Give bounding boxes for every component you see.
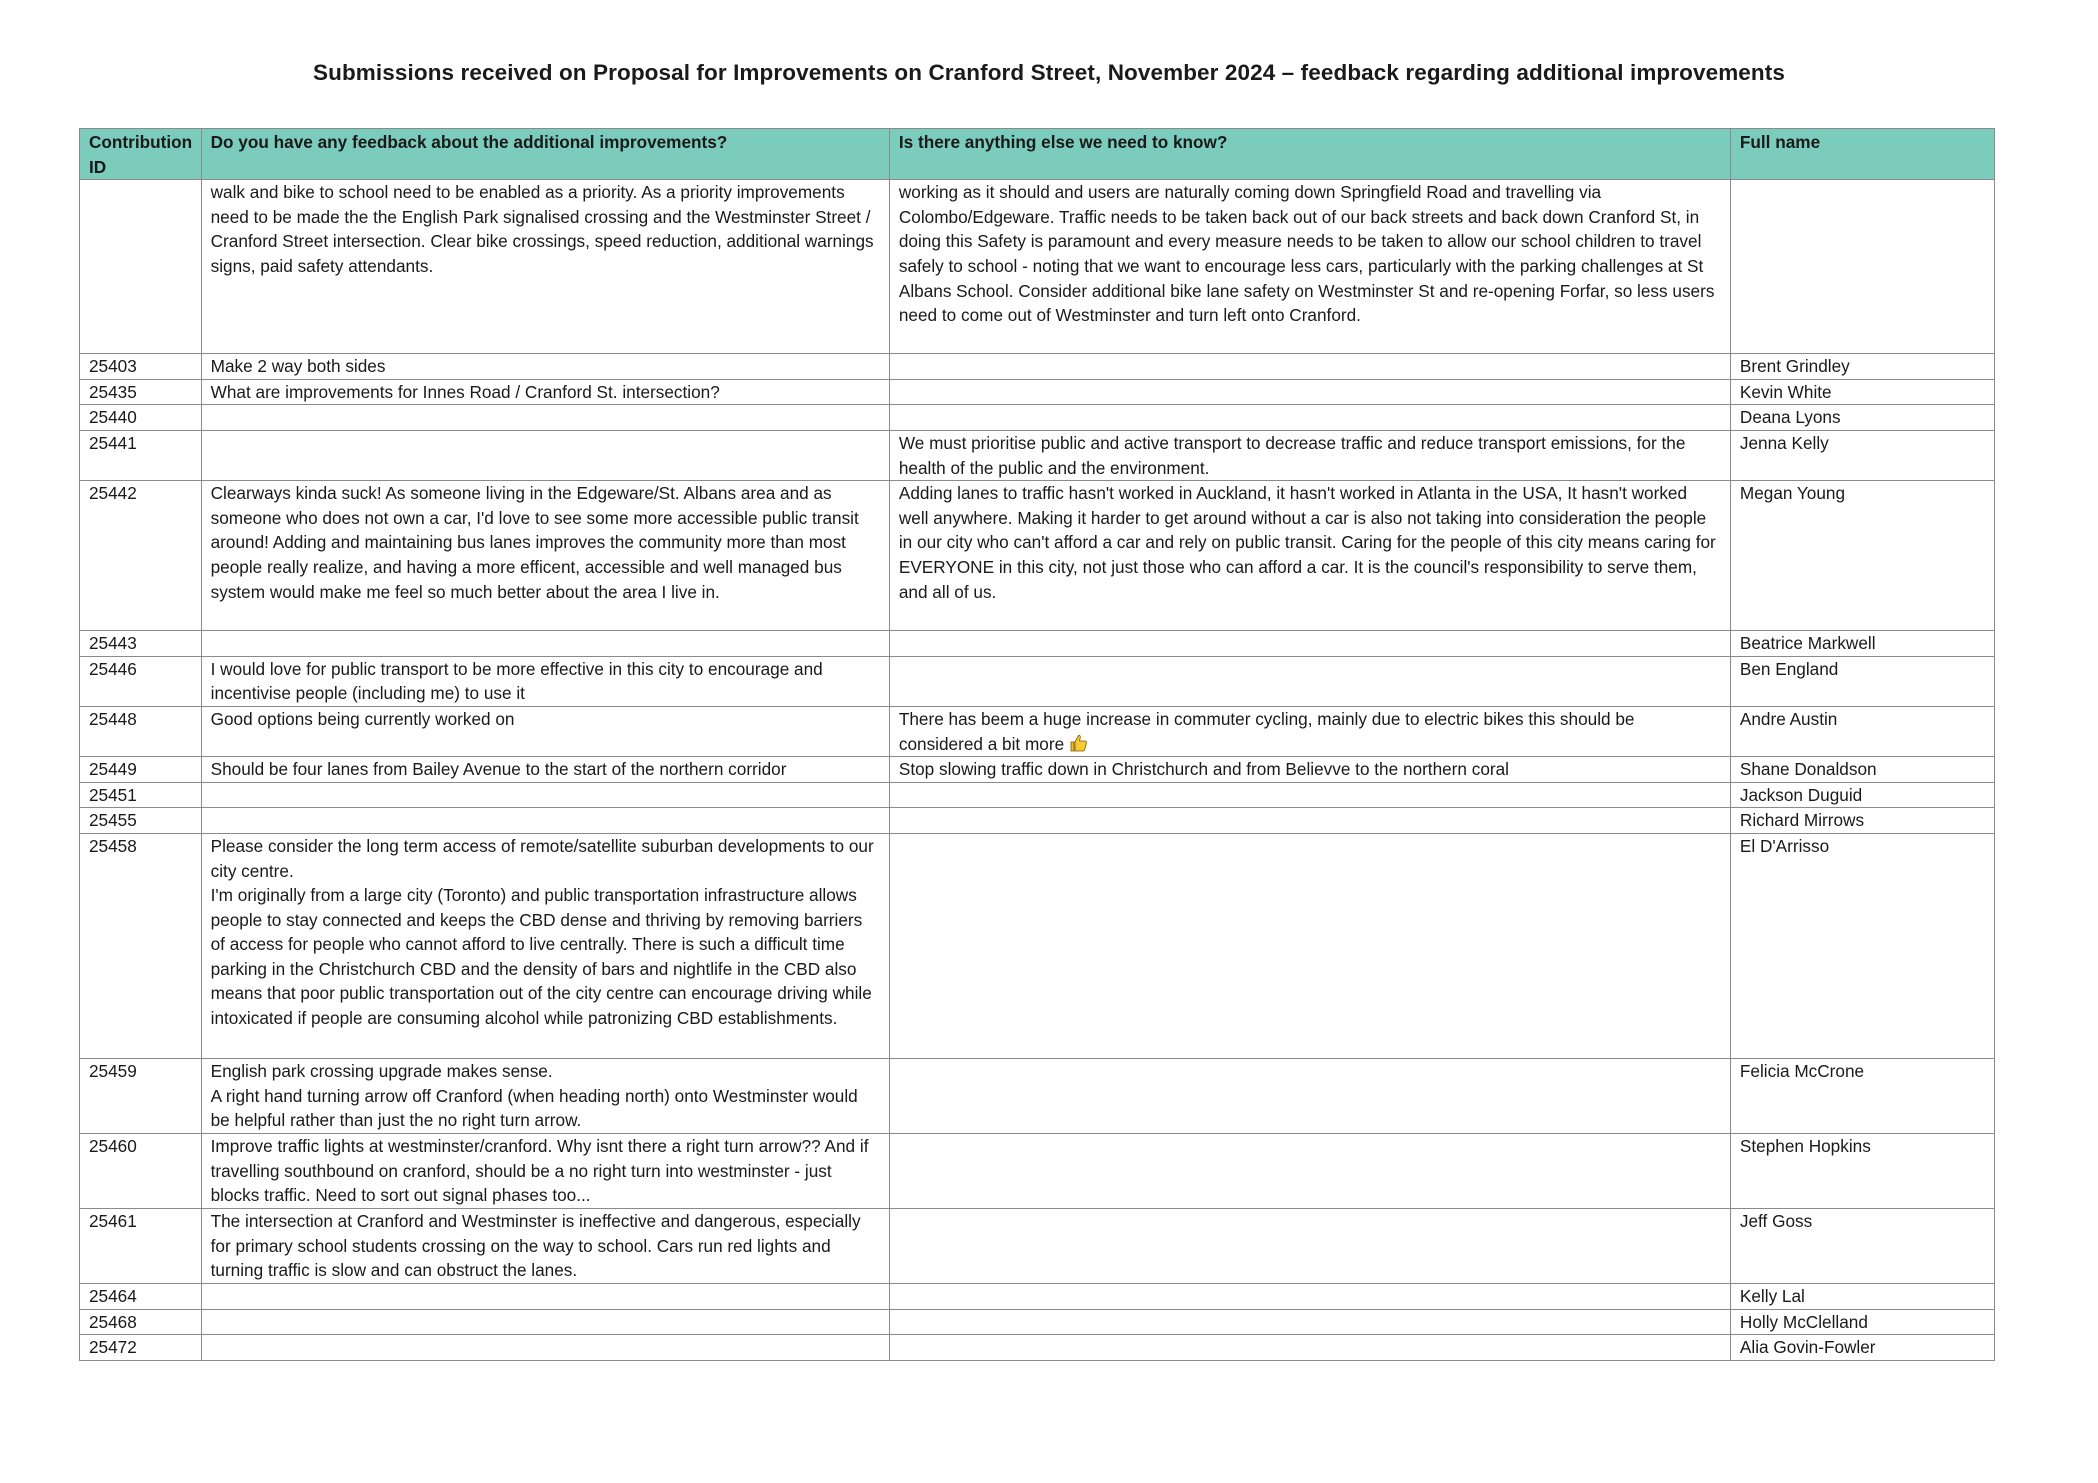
anything-else-cell [889,808,1730,834]
full-name-cell [1730,1309,1994,1335]
contribution-id: 25440 [89,407,137,428]
feedback-cell [201,1208,889,1283]
table-row [80,782,1995,808]
table-row [80,808,1995,834]
contribution-id-cell [80,430,202,480]
table-row [80,1283,1995,1309]
full-name: El D'Arrisso [1739,835,1830,856]
anything-else-cell [889,757,1730,783]
contribution-id-cell [80,706,202,756]
contribution-id-cell [80,1309,202,1335]
anything-else-cell [889,833,1730,1058]
anything-else-text: We must prioritise public and active transport to decrease traffic and reduce transport emissions, for the health of the public and the environment. [898,432,1686,478]
feedback-text: Should be four lanes from Bailey Avenue to the start of the northern corridor [210,759,787,780]
table-row [80,354,1995,380]
feedback-cell [201,631,889,657]
full-name: Deana Lyons [1739,407,1841,428]
anything-else-cell [889,1208,1730,1283]
full-name-cell [1730,631,1994,657]
full-name: Kevin White [1739,381,1832,402]
document-title: Submissions received on Proposal for Improvements on Cranford Street, November 2024 – feedback regarding additional improvements [313,60,1785,85]
contribution-id: 25472 [89,1337,137,1358]
contribution-id: 25403 [89,356,137,377]
full-name-cell [1730,1133,1994,1208]
contribution-id: 25455 [89,810,137,831]
anything-else-cell [889,379,1730,405]
contribution-id-cell [80,656,202,706]
contribution-id-cell [80,1133,202,1208]
contribution-id-cell [80,757,202,783]
anything-else-cell [889,1309,1730,1335]
full-name-cell [1730,481,1994,631]
table-row [80,1335,1995,1361]
anything-else-text: There has beem a huge increase in commuter cycling, mainly due to electric bikes this should be considered a bit more [898,708,1635,754]
full-name: Alia Govin-Fowler [1739,1337,1876,1358]
feedback-text: Clearways kinda suck! As someone living in the Edgeware/St. Albans area and as someone who does not own a car, I'd love to see some more accessible public transit around! Adding and maintaining bus lanes improves the community more than most people really realize, and having a more efficent, accessible and well managed bus system would make me feel so much better about the area I live in. [210,483,859,602]
full-name: Jeff Goss [1739,1210,1813,1231]
anything-else-cell [889,354,1730,380]
header-feedback: Do you have any feedback about the additional improvements? [201,129,889,180]
feedback-cell [201,354,889,380]
feedback-text: Please consider the long term access of remote/satellite suburban developments to our city centre. I'm originally from a large city (Toronto) and public transportation infrastructure allows people to stay connected and keeps the CBD dense and thriving by removing barriers of access for people who cannot afford to live centrally. There is such a difficult time parking in the Christchurch CBD and the density of bars and nightlife in the CBD also means that poor public transportation out of the city centre can encourage driving while intoxicated if people are consuming alcohol while patronizing CBD establishments. [210,835,874,1029]
feedback-cell [201,1309,889,1335]
table-row [80,405,1995,431]
full-name: Jenna Kelly [1739,432,1829,453]
full-name: Kelly Lal [1739,1285,1805,1306]
feedback-cell [201,782,889,808]
full-name: Jackson Duguid [1739,784,1863,805]
contribution-id: 25468 [89,1311,137,1332]
full-name: Brent Grindley [1739,356,1850,377]
full-name-cell [1730,1208,1994,1283]
contribution-id-cell [80,833,202,1058]
table-row [80,656,1995,706]
table-row [80,1133,1995,1208]
full-name-cell [1730,833,1994,1058]
table-row [80,1309,1995,1335]
anything-else-cell [889,1335,1730,1361]
feedback-text: I would love for public transport to be more effective in this city to encourage and incentivise people (including me) to use it [210,658,823,704]
table-row [80,706,1995,756]
full-name-cell [1730,1058,1994,1133]
anything-else-cell [889,631,1730,657]
contribution-id: 25446 [89,658,137,679]
feedback-text: walk and bike to school need to be enabled as a priority. As a priority improvements need to be made the the English Park signalised crossing and the Westminster Street / Cranford Street intersection. Clear bike crossings, speed reduction, additional warnings signs, paid safety attendants. [210,182,874,276]
contribution-id: 25458 [89,835,137,856]
table-row [80,757,1995,783]
feedback-cell [201,757,889,783]
full-name-cell [1730,180,1994,354]
anything-else-cell [889,706,1730,756]
feedback-cell [201,1283,889,1309]
contribution-id-cell [80,405,202,431]
anything-else-text: Adding lanes to traffic hasn't worked in Auckland, it hasn't worked in Atlanta in the USA, It hasn't worked well anywhere. Making it harder to get around without a car is also not taking into consideration the people in our city who can't afford a car and rely on public transit. Caring for the people of this city means caring for EVERYONE in this city, not just those who can afford a car. It is the council's responsibility to serve them, and all of us. [898,483,1716,602]
full-name: Beatrice Markwell [1739,633,1876,654]
full-name: Stephen Hopkins [1739,1135,1871,1156]
anything-else-cell [889,1133,1730,1208]
table-body [80,180,1995,1361]
contribution-id-cell [80,1335,202,1361]
table-row [80,631,1995,657]
contribution-id-cell [80,180,202,354]
contribution-id: 25451 [89,784,137,805]
full-name-cell [1730,430,1994,480]
header-contribution-id: Contribution ID [80,129,202,180]
table-row [80,1058,1995,1133]
feedback-text: Make 2 way both sides [210,356,386,377]
feedback-cell [201,379,889,405]
anything-else-cell [889,782,1730,808]
table-row [80,430,1995,480]
feedback-cell [201,808,889,834]
full-name-cell [1730,757,1994,783]
full-name-cell [1730,1283,1994,1309]
contribution-id: 25459 [89,1060,137,1081]
feedback-cell [201,1133,889,1208]
anything-else-cell [889,430,1730,480]
contribution-id-cell [80,808,202,834]
feedback-text: The intersection at Cranford and Westminster is ineffective and dangerous, especially for primary school students crossing on the way to school. Cars run red lights and turning traffic is slow and can obstruct the lanes. [210,1210,861,1281]
contribution-id-cell [80,1208,202,1283]
feedback-cell [201,430,889,480]
feedback-cell [201,481,889,631]
full-name-cell [1730,1335,1994,1361]
contribution-id: 25435 [89,381,137,402]
anything-else-cell [889,1058,1730,1133]
feedback-text: English park crossing upgrade makes sense. A right hand turning arrow off Cranford (when heading north) onto Westminster would be helpful rather than just the no right turn arrow. [210,1060,858,1131]
full-name-cell [1730,656,1994,706]
contribution-id: 25460 [89,1135,137,1156]
feedback-cell [201,1335,889,1361]
full-name-cell [1730,808,1994,834]
full-name-cell [1730,379,1994,405]
contribution-id: 25443 [89,633,137,654]
contribution-id-cell [80,1058,202,1133]
feedback-text: What are improvements for Innes Road / Cranford St. intersection? [210,381,720,402]
feedback-text: Good options being currently worked on [210,708,515,729]
feedback-cell [201,706,889,756]
full-name: Andre Austin [1739,708,1838,729]
anything-else-cell [889,1283,1730,1309]
contribution-id-cell [80,1283,202,1309]
thumbs-up-icon [1069,733,1089,753]
table-row [80,1208,1995,1283]
anything-else-cell [889,405,1730,431]
contribution-id: 25464 [89,1285,137,1306]
table-row [80,833,1995,1058]
anything-else-text: Stop slowing traffic down in Christchurch and from Believve to the northern coral [898,759,1509,780]
contribution-id: 25441 [89,432,137,453]
feedback-cell [201,656,889,706]
contribution-id-cell [80,354,202,380]
full-name: Megan Young [1739,483,1846,504]
full-name: Ben England [1739,658,1839,679]
table-row [80,180,1995,354]
full-name: Holly McClelland [1739,1311,1868,1332]
full-name-cell [1730,405,1994,431]
full-name: Felicia McCrone [1739,1060,1865,1081]
header-full-name: Full name [1730,129,1994,180]
anything-else-cell [889,656,1730,706]
contribution-id-cell [80,481,202,631]
anything-else-text: working as it should and users are naturally coming down Springfield Road and travelling via Colombo/Edgeware. Traffic needs to be taken back out of our back streets and back down Cranford St, in doing this Safety is paramount and every measure needs to be taken to allow our school children to travel safely to school - noting that we want to encourage less cars, particularly with the parking challenges at St Albans School. Consider additional bike lane safety on Westminster St and re-opening Forfar, so less users need to come out of Westminster and turn left onto Cranford. [898,182,1715,326]
anything-else-cell [889,481,1730,631]
contribution-id: 25442 [89,483,137,504]
feedback-cell [201,833,889,1058]
table-header [80,129,1995,180]
table-row [80,481,1995,631]
contribution-id-cell [80,631,202,657]
full-name-cell [1730,706,1994,756]
full-name-cell [1730,782,1994,808]
full-name: Richard Mirrows [1739,810,1865,831]
header-anything-else: Is there anything else we need to know? [889,129,1730,180]
contribution-id: 25448 [89,708,137,729]
contribution-id-cell [80,782,202,808]
full-name-cell [1730,354,1994,380]
anything-else-cell [889,180,1730,354]
contribution-id: 25449 [89,759,137,780]
contribution-id-cell [80,379,202,405]
feedback-cell [201,1058,889,1133]
feedback-cell [201,180,889,354]
submissions-table [79,128,1995,1361]
feedback-cell [201,405,889,431]
table-row [80,379,1995,405]
full-name: Shane Donaldson [1739,759,1877,780]
feedback-text: Improve traffic lights at westminster/cranford. Why isnt there a right turn arrow?? And if travelling southbound on cranford, should be a no right turn into westminster - just blocks traffic. Need to sort out signal phases too... [210,1135,869,1206]
header-row [80,129,1995,180]
contribution-id: 25461 [89,1210,137,1231]
